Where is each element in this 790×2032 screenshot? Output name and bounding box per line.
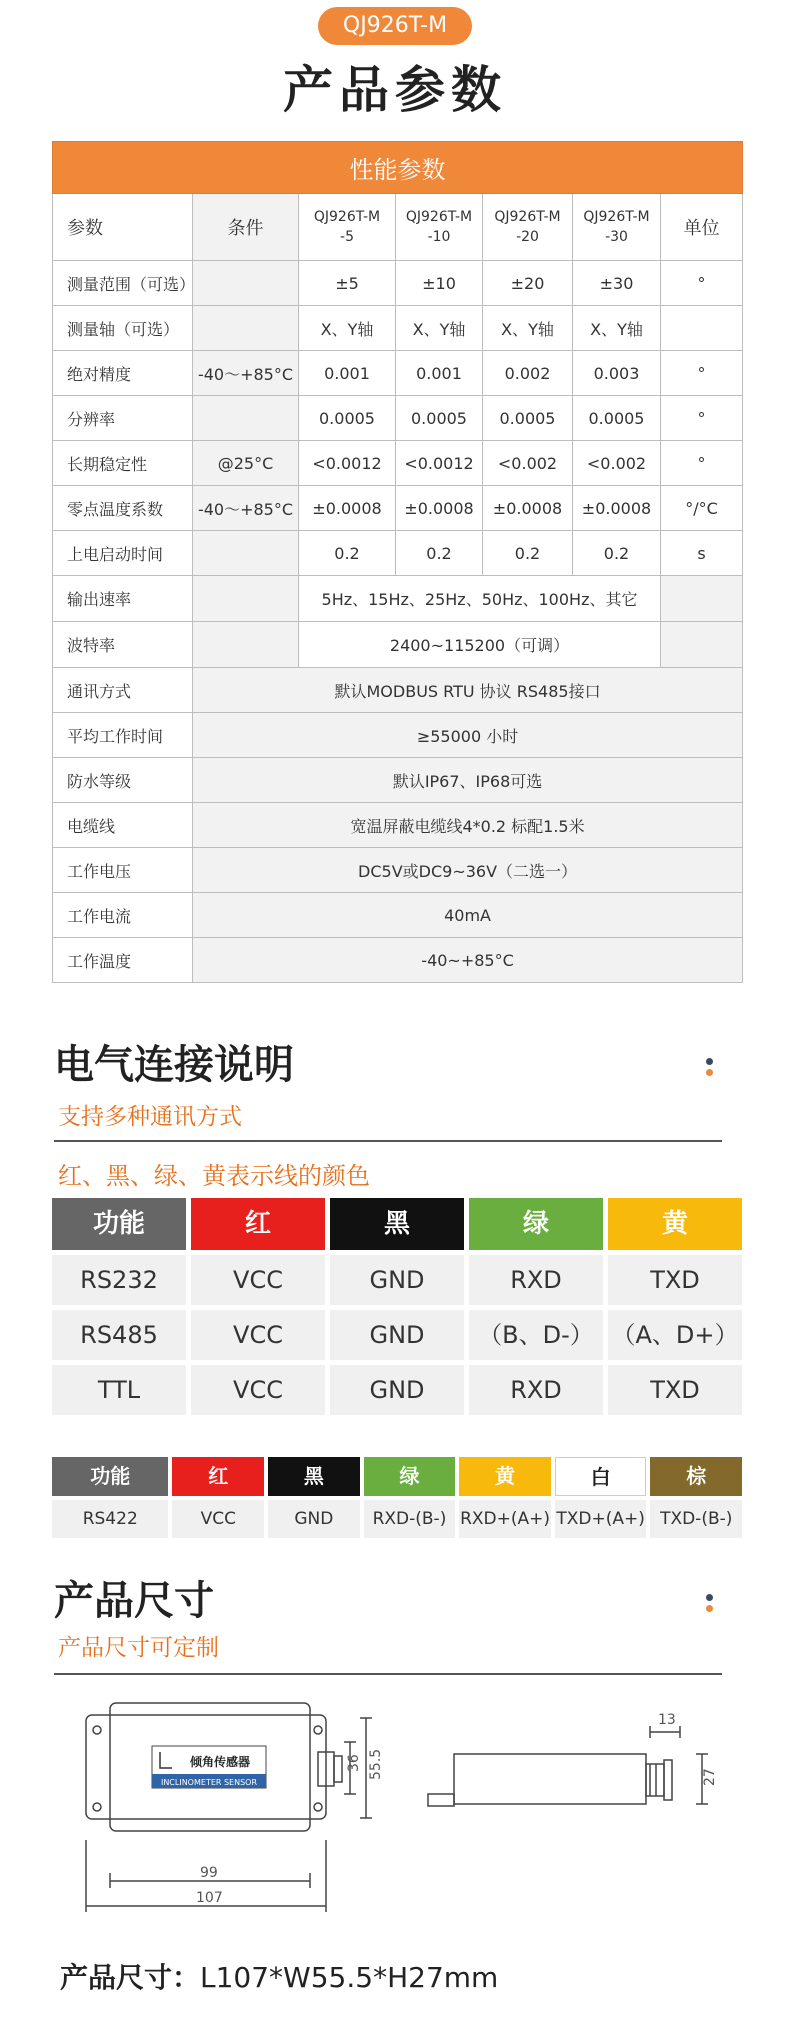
- perf-value: 0.2: [483, 531, 573, 576]
- product-size-value: L107*W55.5*H27mm: [200, 1961, 499, 1994]
- perf-value: ±0.0008: [483, 486, 573, 531]
- perf-param: 测量轴（可选）: [53, 306, 193, 351]
- wire-row: [52, 1305, 742, 1360]
- wire-cell: RS485: [52, 1310, 186, 1360]
- wire-header-cell: 黄: [608, 1198, 742, 1250]
- wire-cell: （A、D+）: [608, 1310, 742, 1360]
- perf-header-cell: 条件: [193, 194, 299, 261]
- perf-value: 0.0005: [483, 396, 573, 441]
- wire-cell: TTL: [52, 1365, 186, 1415]
- perf-param: 波特率: [53, 622, 193, 668]
- perf-row: [53, 848, 743, 893]
- perf-row: [53, 306, 743, 351]
- perf-value: 0.001: [396, 351, 483, 396]
- wire-cell: GND: [330, 1365, 464, 1415]
- wire-cell: GND: [330, 1255, 464, 1305]
- wire-cell: TXD-(B-): [650, 1500, 742, 1538]
- wire-header-cell: 绿: [364, 1457, 456, 1496]
- perf-condition: @25°C: [193, 441, 299, 486]
- wire-cell: TXD+(A+): [555, 1500, 647, 1538]
- wire-header-cell: 红: [172, 1457, 264, 1496]
- perf-row: [53, 938, 743, 983]
- dim-label-36: 36: [346, 1754, 362, 1772]
- perf-condition: [193, 576, 299, 622]
- perf-value: 0.002: [483, 351, 573, 396]
- dim-label-107: 107: [196, 1890, 223, 1906]
- wire-cell: VCC: [191, 1310, 325, 1360]
- wire-cell: VCC: [191, 1365, 325, 1415]
- electric-section-subtitle: 支持多种通讯方式: [58, 1104, 242, 1130]
- perf-value: ≥55000 小时: [193, 713, 743, 758]
- electric-section-title: 电气连接说明: [54, 1042, 294, 1088]
- perf-value: 5Hz、15Hz、25Hz、50Hz、100Hz、其它: [299, 576, 661, 622]
- wire-cell: RXD-(B-): [364, 1500, 456, 1538]
- perf-row: [53, 803, 743, 848]
- perf-value: ±30: [573, 261, 661, 306]
- perf-value: 0.001: [299, 351, 396, 396]
- perf-value: <0.002: [573, 441, 661, 486]
- dim-label-13: 13: [658, 1712, 676, 1728]
- perf-row: [53, 622, 743, 668]
- perf-param: 工作电压: [53, 848, 193, 893]
- perf-value: 0.0005: [299, 396, 396, 441]
- perf-param: 工作电流: [53, 893, 193, 938]
- perf-value: X、Y轴: [573, 306, 661, 351]
- perf-condition: [193, 306, 299, 351]
- perf-param: 输出速率: [53, 576, 193, 622]
- perf-row: [53, 713, 743, 758]
- wiring-table-main: [52, 1198, 742, 1415]
- perf-param: 零点温度系数: [53, 486, 193, 531]
- wire-row: [52, 1250, 742, 1305]
- perf-table-title: 性能参数: [53, 142, 743, 194]
- perf-value: -40~+85°C: [193, 938, 743, 983]
- perf-value: ±0.0008: [396, 486, 483, 531]
- perf-unit: °: [661, 351, 743, 396]
- wire-cell: RXD+(A+): [459, 1500, 551, 1538]
- perf-condition: [193, 531, 299, 576]
- product-size-label: 产品尺寸：: [60, 1961, 201, 1994]
- wire-header-cell: 红: [191, 1198, 325, 1250]
- perf-param: 长期稳定性: [53, 441, 193, 486]
- wire-cell: RS422: [52, 1500, 168, 1538]
- perf-unit: °: [661, 261, 743, 306]
- page-title: 产品参数: [283, 60, 507, 119]
- perf-value: 0.2: [573, 531, 661, 576]
- wire-header-cell: 白: [555, 1457, 647, 1496]
- perf-header-cell: QJ926T-M -30: [573, 194, 661, 261]
- perf-row: [53, 531, 743, 576]
- dim-label-55-5: 55.5: [368, 1748, 384, 1780]
- perf-row: [53, 396, 743, 441]
- perf-unit: °: [661, 396, 743, 441]
- perf-value: <0.0012: [299, 441, 396, 486]
- wire-cell: RXD: [469, 1255, 603, 1305]
- dimensions-section-subtitle: 产品尺寸可定制: [58, 1635, 219, 1661]
- wire-header-cell: 黑: [268, 1457, 360, 1496]
- wire-header-cell: 黄: [459, 1457, 551, 1496]
- wire-header-cell: 黑: [330, 1198, 464, 1250]
- perf-condition: -40～+85°C: [193, 351, 299, 396]
- perf-param: 电缆线: [53, 803, 193, 848]
- wire-cell: RXD: [469, 1365, 603, 1415]
- perf-value: ±0.0008: [299, 486, 396, 531]
- perf-param: 测量范围（可选）: [53, 261, 193, 306]
- wire-cell: （B、D-）: [469, 1310, 603, 1360]
- perf-value: <0.002: [483, 441, 573, 486]
- perf-value: 0.0005: [396, 396, 483, 441]
- wire-cell: TXD: [608, 1255, 742, 1305]
- perf-param: 工作温度: [53, 938, 193, 983]
- dim-label-27: 27: [702, 1768, 718, 1786]
- section-divider: [54, 1673, 722, 1675]
- perf-header-cell: QJ926T-M -5: [299, 194, 396, 261]
- perf-condition: [193, 396, 299, 441]
- section-dots-icon: [706, 1058, 714, 1080]
- perf-row: [53, 758, 743, 803]
- perf-value: X、Y轴: [299, 306, 396, 351]
- wire-header-cell: 绿: [469, 1198, 603, 1250]
- perf-condition: -40～+85°C: [193, 486, 299, 531]
- perf-value: 2400~115200（可调）: [299, 622, 661, 668]
- perf-param: 上电启动时间: [53, 531, 193, 576]
- perf-value: ±0.0008: [573, 486, 661, 531]
- perf-unit: [661, 622, 743, 668]
- perf-param: 平均工作时间: [53, 713, 193, 758]
- perf-value: X、Y轴: [483, 306, 573, 351]
- perf-value: 0.2: [396, 531, 483, 576]
- perf-param: 绝对精度: [53, 351, 193, 396]
- perf-unit: [661, 576, 743, 622]
- perf-unit: s: [661, 531, 743, 576]
- section-dots-icon: [706, 1594, 714, 1616]
- perf-header-cell: QJ926T-M -10: [396, 194, 483, 261]
- perf-value: ±5: [299, 261, 396, 306]
- perf-value: ±10: [396, 261, 483, 306]
- wire-row: [52, 1360, 742, 1415]
- perf-row: [53, 261, 743, 306]
- dim-label-99: 99: [200, 1865, 218, 1881]
- perf-row: [53, 893, 743, 938]
- perf-value: X、Y轴: [396, 306, 483, 351]
- perf-row: [53, 576, 743, 622]
- perf-row: [53, 351, 743, 396]
- perf-param: 防水等级: [53, 758, 193, 803]
- perf-unit: [661, 306, 743, 351]
- perf-value: ±20: [483, 261, 573, 306]
- section-divider: [54, 1140, 722, 1142]
- wire-header-cell: 功能: [52, 1457, 168, 1496]
- wire-color-note: 红、黑、绿、黄表示线的颜色: [58, 1162, 370, 1190]
- perf-value: 宽温屏蔽电缆线4*0.2 标配1.5米: [193, 803, 743, 848]
- wire-cell: RS232: [52, 1255, 186, 1305]
- perf-condition: [193, 622, 299, 668]
- perf-value: 0.003: [573, 351, 661, 396]
- perf-value: 0.0005: [573, 396, 661, 441]
- wire-cell: TXD: [608, 1365, 742, 1415]
- perf-value: 0.2: [299, 531, 396, 576]
- perf-param: 通讯方式: [53, 668, 193, 713]
- perf-unit: °/°C: [661, 486, 743, 531]
- device-label-en: INCLINOMETER SENSOR: [160, 1778, 258, 1787]
- perf-value: <0.0012: [396, 441, 483, 486]
- wire-header-cell: 功能: [52, 1198, 186, 1250]
- perf-header-cell: 单位: [661, 194, 743, 261]
- perf-value: 默认MODBUS RTU 协议 RS485接口: [193, 668, 743, 713]
- wire-cell: VCC: [191, 1255, 325, 1305]
- perf-row: [53, 486, 743, 531]
- wire-cell: GND: [330, 1310, 464, 1360]
- perf-param: 分辨率: [53, 396, 193, 441]
- product-size: [60, 1956, 498, 1996]
- model-badge: QJ926T-M: [318, 7, 472, 45]
- perf-value: 默认IP67、IP68可选: [193, 758, 743, 803]
- dimensions-section-title: 产品尺寸: [54, 1578, 214, 1624]
- wire-header-cell: 棕: [650, 1457, 742, 1496]
- perf-value: DC5V或DC9~36V（二选一）: [193, 848, 743, 893]
- perf-row: [53, 441, 743, 486]
- perf-header-cell: QJ926T-M -20: [483, 194, 573, 261]
- wire-cell: GND: [268, 1500, 360, 1538]
- perf-condition: [193, 261, 299, 306]
- perf-row: [53, 668, 743, 713]
- perf-value: 40mA: [193, 893, 743, 938]
- perf-header-cell: 参数: [53, 194, 193, 261]
- device-label-cn: 倾角传感器: [190, 1755, 251, 1769]
- perf-unit: °: [661, 441, 743, 486]
- wiring-table-rs422: [52, 1457, 742, 1538]
- dimension-drawing: [0, 1690, 790, 1930]
- performance-table: [52, 141, 743, 983]
- wire-cell: VCC: [172, 1500, 264, 1538]
